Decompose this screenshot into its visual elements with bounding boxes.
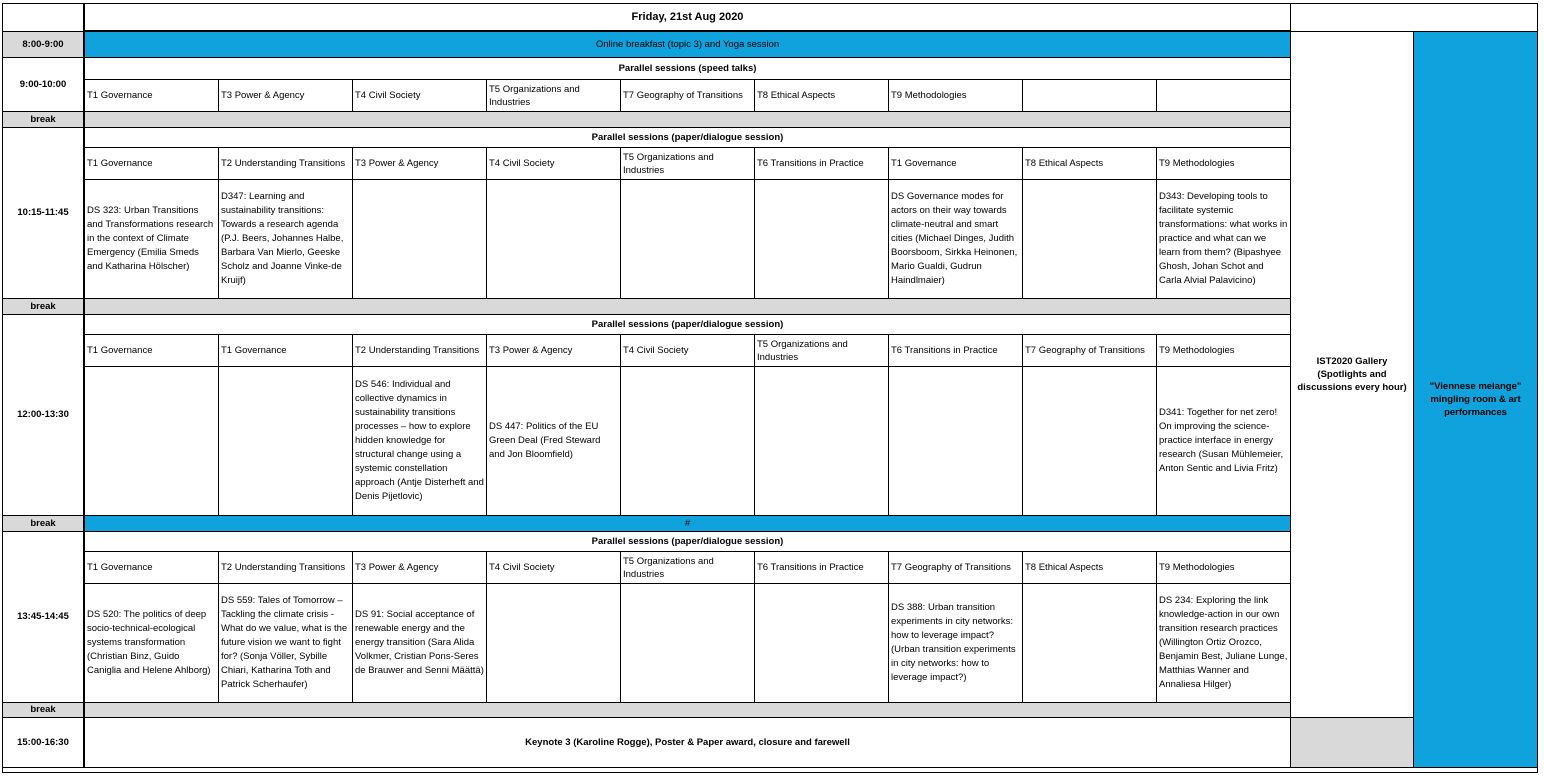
track-label: T9 Methodologies: [889, 80, 1023, 112]
track-label: T1 Governance: [889, 148, 1023, 180]
session-cell: DS Governance modes for actors on their way towards climate-neutral and smart cities (Michael Dinges, Judith Boorsboom, Sirkka Heinonen, Mario Gualdi, Gudrun Haindlmaier): [889, 180, 1023, 299]
session-cell: DS 546: Individual and collective dynamics in sustainability transitions processes – how to explore hidden knowledge for structural change using a systemic constellation approach (Antje Disterheft and Denis Pijetlovic): [353, 367, 487, 516]
session-cell: [487, 180, 621, 299]
session-cell: DS 520: The politics of deep socio-technical-ecological systems transformation (Christian Binz, Guido Caniglia and Helene Ahlborg): [85, 584, 219, 703]
track-label: T7 Geography of Transitions: [1023, 335, 1157, 367]
track-label: T1 Governance: [85, 552, 219, 584]
track-label: T4 Civil Society: [353, 80, 487, 112]
break-label: break: [3, 112, 85, 128]
track-label: T2 Understanding Transitions: [219, 552, 353, 584]
track-label: T5 Organizations and Industries: [487, 80, 621, 112]
track-label: T8 Ethical Aspects: [1023, 148, 1157, 180]
session-cell: DS 323: Urban Transitions and Transformations research in the context of Climate Emergency (Emilia Smeds and Katharina Hölscher): [85, 180, 219, 299]
track-label: T1 Governance: [219, 335, 353, 367]
break-bar: [85, 112, 1291, 128]
breakfast-bar: Online breakfast (topic 3) and Yoga session: [85, 32, 1291, 58]
session-cell: D347: Learning and sustainability transitions: Towards a research agenda (P.J. Beers, Johannes Halbe, Barbara Van Mierlo, Geeske Scholz and Joanne Vinke-de Kruijf): [219, 180, 353, 299]
track-label: T1 Governance: [85, 335, 219, 367]
session-cell: [219, 367, 353, 516]
break-label: break: [3, 703, 85, 718]
session-cell: [621, 367, 755, 516]
track-label: T2 Understanding Transitions: [219, 148, 353, 180]
track-label: T4 Civil Society: [487, 552, 621, 584]
track-label: T7 Geography of Transitions: [889, 552, 1023, 584]
track-label: T3 Power & Agency: [219, 80, 353, 112]
session-cell: DS 388: Urban transition experiments in city networks: how to leverage impact? (Urban transition experiments in city networks: how to leverage impact?): [889, 584, 1023, 703]
session-cell: [1023, 584, 1157, 703]
track-label: T4 Civil Society: [621, 335, 755, 367]
parallel-header: Parallel sessions (paper/dialogue session): [85, 315, 1291, 335]
track-label: T2 Understanding Transitions: [353, 335, 487, 367]
track-label: T8 Ethical Aspects: [755, 80, 889, 112]
session-cell: DS 559: Tales of Tomorrow –Tackling the climate crisis - What do we value, what is the future vision we want to fight for? (Sonja Völler, Sybille Chiari, Katharina Toth and Patrick Scherhaufer): [219, 584, 353, 703]
parallel-header: Parallel sessions (paper/dialogue session): [85, 128, 1291, 148]
gallery-cell: IST2020 Gallery (Spotlights and discussions every hour): [1291, 32, 1414, 718]
track-label: T6 Transitions in Practice: [889, 335, 1023, 367]
session-cell: [1023, 367, 1157, 516]
session-cell: DS 91: Social acceptance of renewable energy and the energy transition (Sara Alida Volkmer, Cristian Pons-Seres de Brauwer and Senni Määttä): [353, 584, 487, 703]
track-label: [1157, 80, 1291, 112]
track-label: T7 Geography of Transitions: [621, 80, 755, 112]
track-label: T1 Governance: [85, 148, 219, 180]
time-slot: 9:00-10:00: [3, 58, 85, 112]
page-title: Friday, 21st Aug 2020: [85, 4, 1291, 32]
session-cell: DS 447: Politics of the EU Green Deal (Fred Steward and Jon Bloomfield): [487, 367, 621, 516]
session-cell: [1023, 180, 1157, 299]
keynote-cell: Keynote 3 (Karoline Rogge), Poster & Paper award, closure and farewell: [85, 718, 1291, 768]
track-label: T3 Power & Agency: [353, 552, 487, 584]
header-blank-right: [1291, 4, 1538, 32]
track-label: T9 Methodologies: [1157, 148, 1291, 180]
track-label: T6 Transitions in Practice: [755, 148, 889, 180]
session-cell: [755, 180, 889, 299]
break-label: break: [3, 516, 85, 532]
track-label: T5 Organizations and Industries: [755, 335, 889, 367]
gallery-footer: [1291, 718, 1414, 768]
schedule-grid: [2, 3, 1538, 773]
time-slot: 13:45-14:45: [3, 532, 85, 703]
parallel-header: Parallel sessions (paper/dialogue session): [85, 532, 1291, 552]
session-cell: D341: Together for net zero! On improving the science-practice interface in energy research (Susan Mühlemeier, Anton Sentic and Livia Fritz): [1157, 367, 1291, 516]
track-label: T3 Power & Agency: [487, 335, 621, 367]
break-label: break: [3, 299, 85, 315]
session-cell: [755, 367, 889, 516]
hash-bar: #: [85, 516, 1291, 532]
track-label: [1023, 80, 1157, 112]
session-cell: DS 234: Exploring the link knowledge-action in our own transition research practices (Willington Ortiz Orozco, Benjamin Best, Juliane Lunge, Matthias Wanner and Annaliesa Hilger): [1157, 584, 1291, 703]
track-label: T3 Power & Agency: [353, 148, 487, 180]
time-slot: 10:15-11:45: [3, 128, 85, 299]
track-label: T9 Methodologies: [1157, 335, 1291, 367]
melange-cell: "Viennese melange" mingling room & art performances: [1414, 32, 1538, 768]
track-label: T5 Organizations and Industries: [621, 148, 755, 180]
time-slot: 12:00-13:30: [3, 315, 85, 516]
session-cell: D343: Developing tools to facilitate systemic transformations: what works in practice and what can we learn from them? (Bipashyee Ghosh, Johan Schot and Carla Alvial Palavicino): [1157, 180, 1291, 299]
track-label: T6 Transitions in Practice: [755, 552, 889, 584]
session-cell: [621, 180, 755, 299]
session-cell: [487, 584, 621, 703]
track-label: T8 Ethical Aspects: [1023, 552, 1157, 584]
session-cell: [621, 584, 755, 703]
time-slot: 8:00-9:00: [3, 32, 85, 58]
track-label: T4 Civil Society: [487, 148, 621, 180]
parallel-header: Parallel sessions (speed talks): [85, 58, 1291, 80]
time-slot: 15:00-16:30: [3, 718, 85, 768]
corner-blank: [3, 4, 85, 32]
track-label: T9 Methodologies: [1157, 552, 1291, 584]
break-bar: [85, 703, 1291, 718]
break-bar: [85, 299, 1291, 315]
track-label: T1 Governance: [85, 80, 219, 112]
track-label: T5 Organizations and Industries: [621, 552, 755, 584]
session-cell: [85, 367, 219, 516]
session-cell: [889, 367, 1023, 516]
session-cell: [755, 584, 889, 703]
session-cell: [353, 180, 487, 299]
